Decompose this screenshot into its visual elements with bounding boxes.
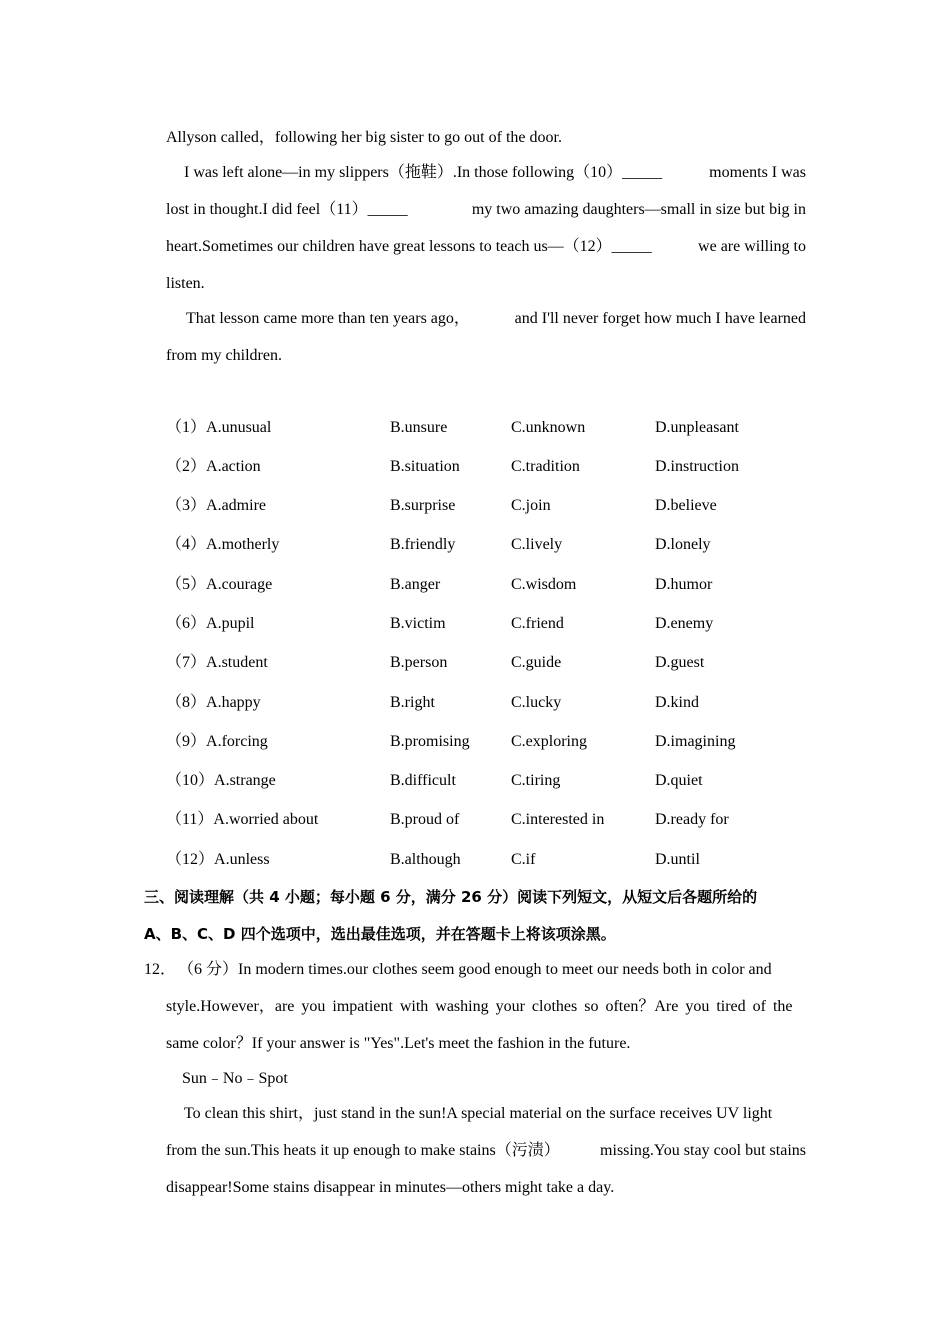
option-b: B.anger <box>390 576 441 593</box>
option-row: （4）A.motherly <box>166 536 280 553</box>
option-row: （7）A.student <box>166 654 268 671</box>
section-heading: A、B、C、D 四个选项中，选出最佳选项，并在答题卡上将该项涂黑。 <box>144 925 616 943</box>
option-d: D.enemy <box>655 615 714 632</box>
option-b: B.surprise <box>390 497 456 514</box>
option-d: D.guest <box>655 654 705 671</box>
passage-line: from the sun.This heats it up enough to make stains（污渍） missing.You stay cool but stains <box>166 1142 806 1159</box>
option-c: C.friend <box>511 615 564 632</box>
passage-line: lost in thought.I did feel（11）_____ my two amazing daughters—small in size but big in <box>166 201 806 218</box>
option-row: （12）A.unless <box>166 851 270 868</box>
option-b: B.difficult <box>390 772 456 789</box>
passage-subtitle: Sun﹣No﹣Spot <box>182 1070 288 1087</box>
option-d: D.quiet <box>655 772 703 789</box>
passage-line: That lesson came more than ten years ago， and I'll never forget how much I have learned <box>186 310 806 327</box>
option-d: D.until <box>655 851 700 868</box>
passage-line: listen. <box>166 275 205 292</box>
option-b: B.right <box>390 694 435 711</box>
option-b: B.victim <box>390 615 446 632</box>
option-c: C.interested in <box>511 811 605 828</box>
option-c: C.if <box>511 851 536 868</box>
option-d: D.believe <box>655 497 717 514</box>
option-d: D.kind <box>655 694 699 711</box>
passage-line: I was left alone—in my slippers（拖鞋）.In those following（10）_____ moments I was <box>184 164 806 181</box>
passage-line: style.However，are you impatient with washing your clothes so often？Are you tired of the <box>166 998 793 1015</box>
passage-line: from my children. <box>166 347 282 364</box>
passage-line: heart.Sometimes our children have great lessons to teach us—（12）_____ we are willing to <box>166 238 806 255</box>
option-d: D.instruction <box>655 458 739 475</box>
option-row: （8）A.happy <box>166 694 261 711</box>
option-b: B.although <box>390 851 461 868</box>
option-row: （1）A.unusual <box>166 419 272 436</box>
option-c: C.tiring <box>511 772 561 789</box>
option-row: （3）A.admire <box>166 497 266 514</box>
passage-line: （6 分）In modern times.our clothes seem good enough to meet our needs both in color and <box>178 961 772 978</box>
option-b: B.friendly <box>390 536 456 553</box>
option-c: C.wisdom <box>511 576 577 593</box>
option-c: C.exploring <box>511 733 587 750</box>
option-c: C.lively <box>511 536 563 553</box>
option-d: D.ready for <box>655 811 729 828</box>
option-d: D.lonely <box>655 536 711 553</box>
option-c: C.lucky <box>511 694 562 711</box>
option-b: B.promising <box>390 733 470 750</box>
option-c: C.guide <box>511 654 562 671</box>
option-c: C.join <box>511 497 551 514</box>
option-row: （2）A.action <box>166 458 261 475</box>
option-row: （9）A.forcing <box>166 733 268 750</box>
passage-line: To clean this shirt，just stand in the sun!A special material on the surface receives UV light <box>184 1105 773 1122</box>
question-number: 12． <box>144 961 177 978</box>
option-row: （10）A.strange <box>166 772 276 789</box>
passage-line: disappear!Some stains disappear in minutes—others might take a day. <box>166 1179 615 1196</box>
option-b: B.proud of <box>390 811 460 828</box>
option-row: （11）A.worried about <box>166 811 319 828</box>
option-b: B.situation <box>390 458 460 475</box>
option-d: D.imagining <box>655 733 736 750</box>
option-d: D.unpleasant <box>655 419 739 436</box>
option-b: B.unsure <box>390 419 448 436</box>
option-row: （6）A.pupil <box>166 615 255 632</box>
option-c: C.tradition <box>511 458 580 475</box>
option-c: C.unknown <box>511 419 586 436</box>
passage-line: same color？If your answer is "Yes".Let's meet the fashion in the future. <box>166 1035 631 1052</box>
section-heading: 三、阅读理解（共 4 小题；每小题 6 分，满分 26 分）阅读下列短文，从短文后各题所给的 <box>144 888 758 906</box>
option-row: （5）A.courage <box>166 576 273 593</box>
option-b: B.person <box>390 654 448 671</box>
option-d: D.humor <box>655 576 713 593</box>
passage-line: Allyson called，following her big sister to go out of the door. <box>166 129 562 146</box>
